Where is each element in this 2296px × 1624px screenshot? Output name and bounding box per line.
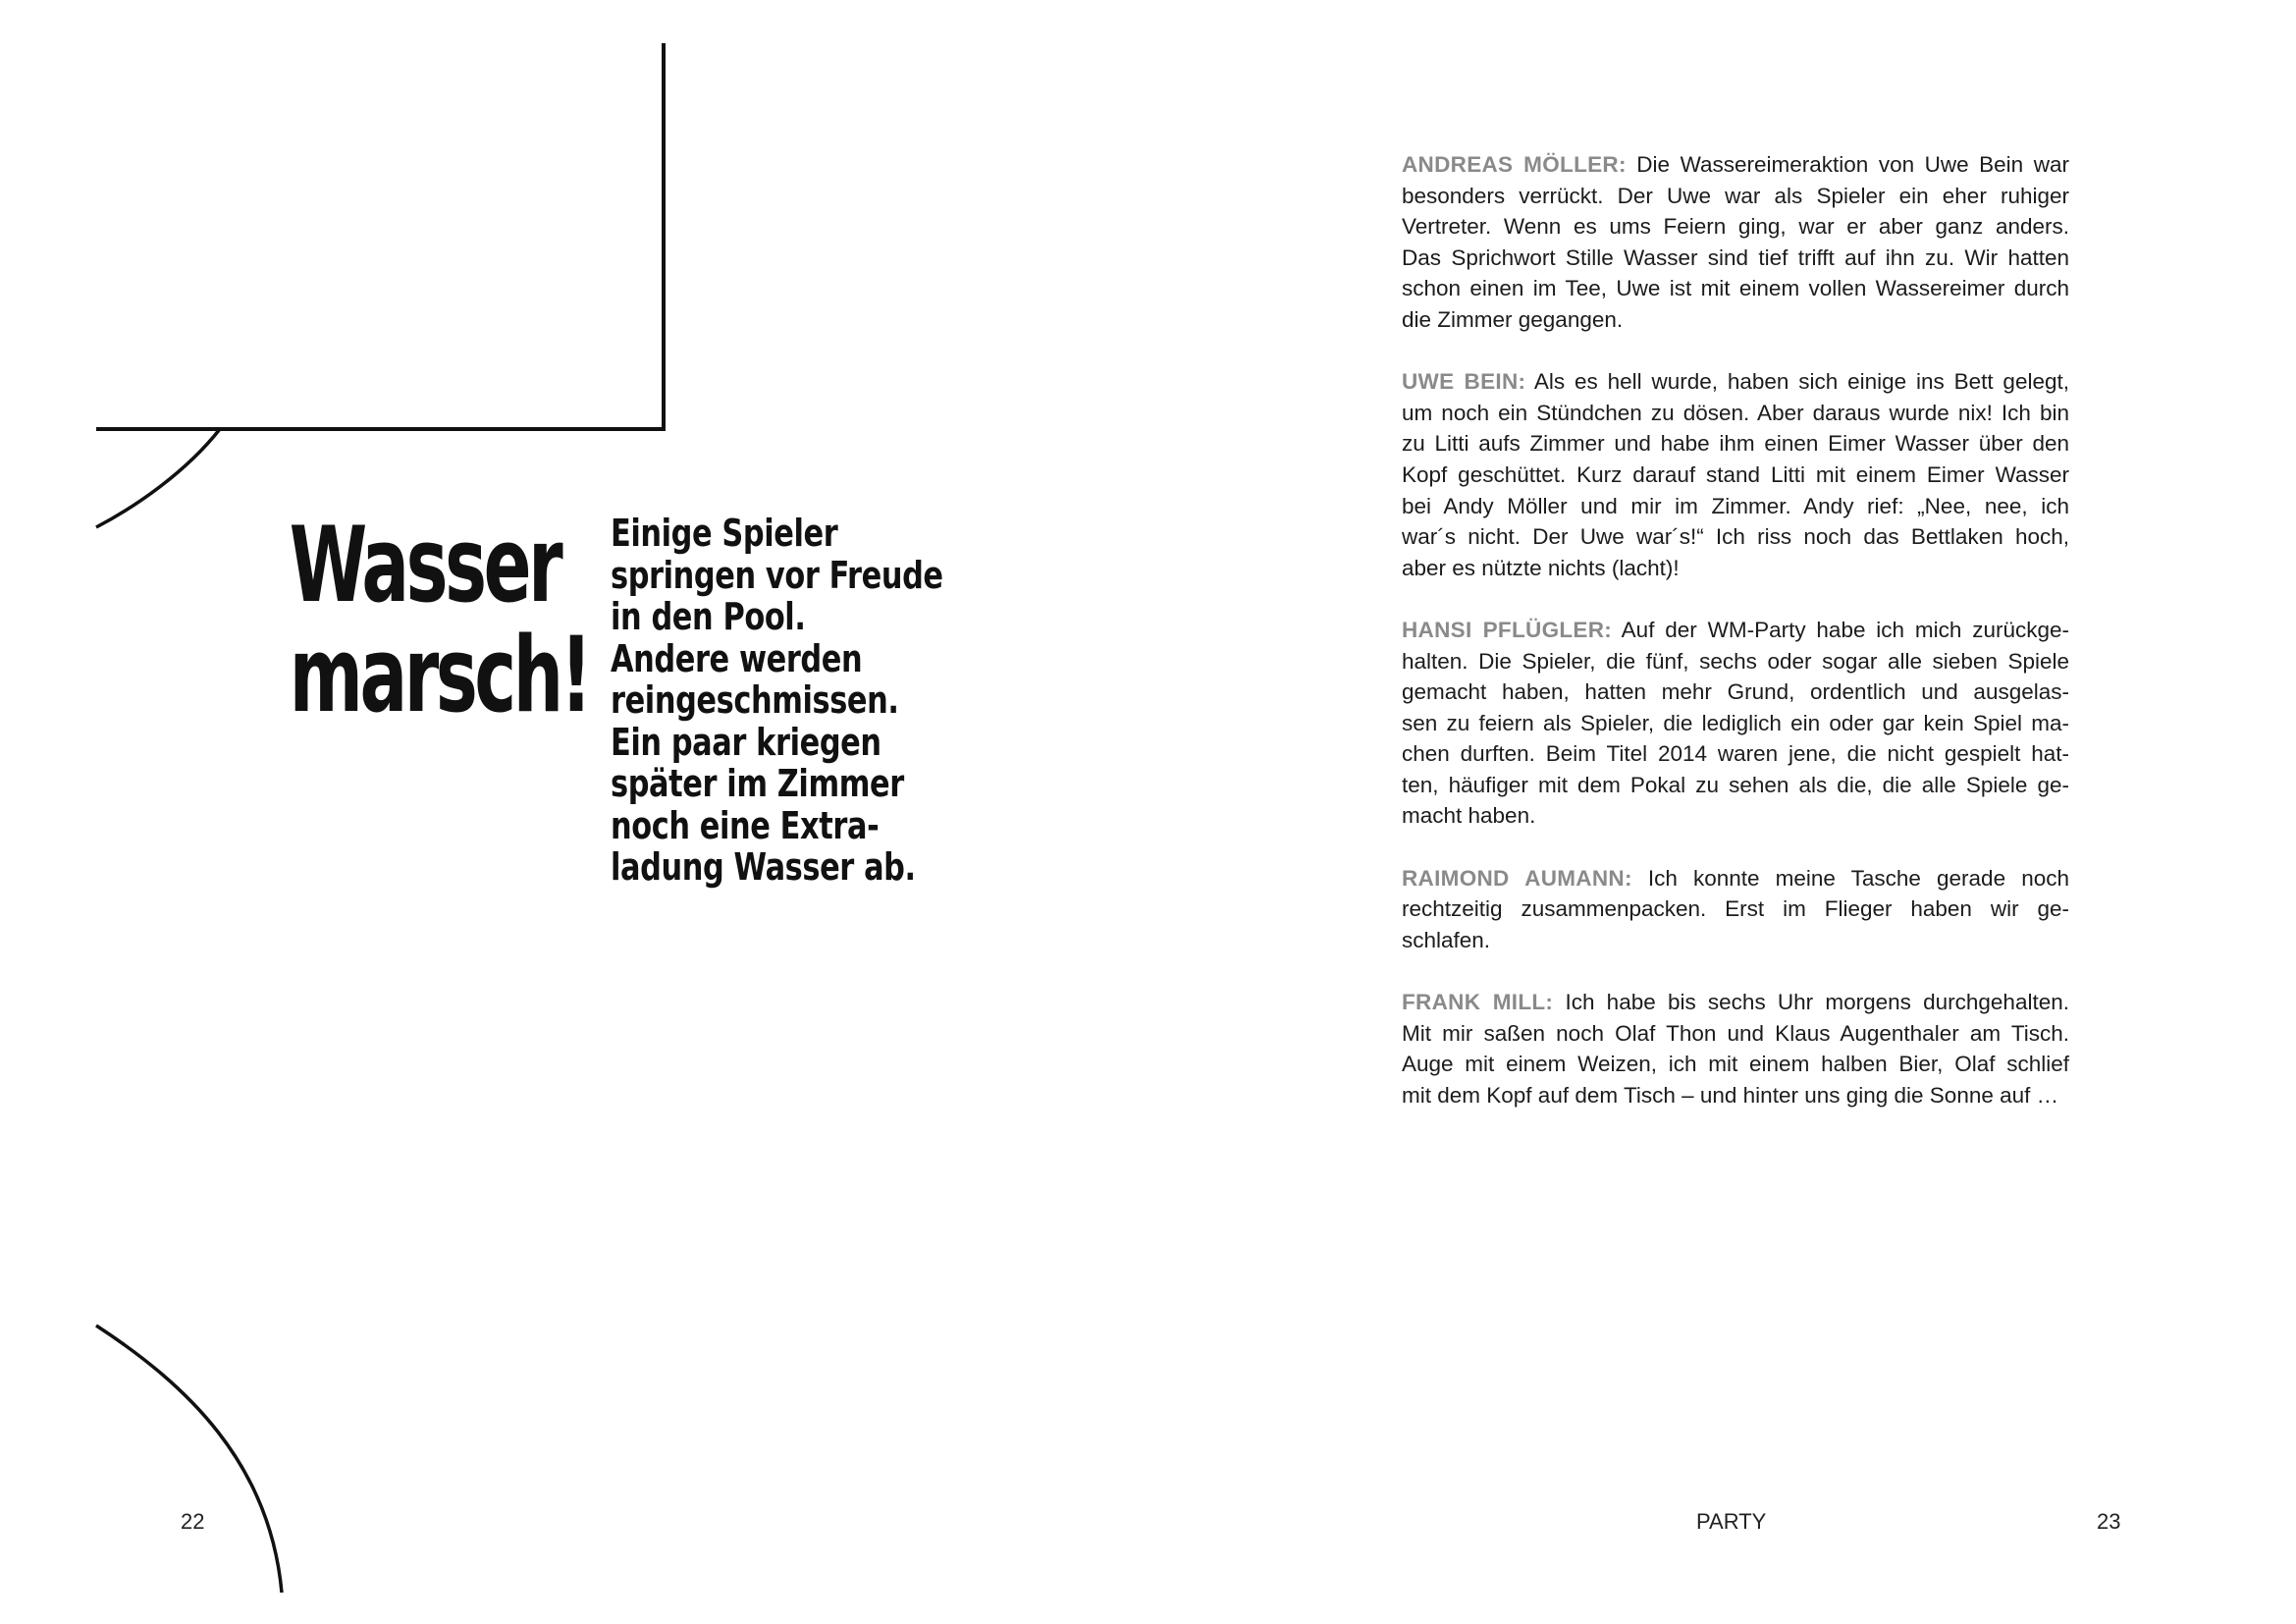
speaker-name: UWE BEIN: — [1402, 369, 1526, 395]
quote-line: schon einen im Tee, Uwe ist mit einem vollen Wassereimer durch — [1402, 276, 2069, 301]
corner-arc — [96, 1326, 282, 1593]
quote-line: sen zu feiern als Spieler, die lediglich ein oder gar kein Spiel ma- — [1402, 710, 2069, 735]
quote-line: um noch ein Stündchen zu dösen. Aber daraus wurde nix! Ich bin — [1402, 400, 2069, 425]
chapter-intro — [611, 512, 943, 889]
quote-line: gemacht haben, hatten mehr Grund, ordentlich und ausgelas- — [1402, 679, 2069, 705]
quotes-column — [1402, 149, 2069, 1142]
bubble-frame-line — [96, 43, 664, 429]
quote-line: zu Litti aufs Zimmer und habe ihm einen Eimer Wasser über den — [1402, 431, 2069, 457]
page-number-right: 23 — [2097, 1509, 2121, 1534]
speaker-name: RAIMOND AUMANN: — [1402, 865, 1632, 891]
quote-line: Das Sprichwort Stille Wasser sind tief trifft auf ihn zu. Wir hatten — [1402, 244, 2069, 270]
intro-line: in den Pool. — [611, 595, 806, 638]
intro-line: springen vor Freude — [611, 553, 943, 597]
quote-line: bei Andy Möller und mir im Zimmer. Andy rief: „Nee, nee, ich — [1402, 493, 2069, 518]
headline-line: marsch! — [289, 615, 590, 735]
quote-line: HANSI PFLÜGLER: Auf der WM-Party habe ich mich zurückge- — [1402, 617, 2070, 642]
quote-line: FRANK MILL: Ich habe bis sechs Uhr morgens durchgehalten. — [1402, 990, 2069, 1015]
quote-line: war´s nicht. Der Uwe war´s!“ Ich riss noch das Bettlaken hoch, — [1402, 524, 2069, 550]
intro-line: später im Zimmer — [611, 762, 904, 805]
speaker-name: ANDREAS MÖLLER: — [1402, 152, 1627, 177]
intro-line: Ein paar kriegen — [611, 720, 881, 764]
quote-line: besonders verrückt. Der Uwe war als Spieler ein eher ruhiger — [1402, 183, 2069, 208]
quote-line: macht haben. — [1402, 803, 1536, 829]
intro-line: noch eine Extra- — [611, 803, 880, 847]
intro-line: ladung Wasser ab. — [611, 845, 916, 889]
speaker-name: HANSI PFLÜGLER: — [1402, 617, 1613, 642]
quote-line: Kopf geschüttet. Kurz darauf stand Litti mit einem Eimer Wasser — [1402, 461, 2069, 487]
intro-line: Andere werden — [611, 636, 863, 680]
quote-frank-mill — [1402, 987, 2069, 1110]
headline-line: Wasser — [289, 505, 561, 625]
quote-line: Auge mit einem Weizen, ich mit einem halben Bier, Olaf schlief — [1402, 1052, 2069, 1077]
quote-line: Mit mir saßen noch Olaf Thon und Klaus Augenthaler am Tisch. — [1402, 1020, 2069, 1046]
bubble-tail-arc — [96, 429, 220, 527]
page-number-left: 22 — [181, 1509, 205, 1534]
chapter-headline — [289, 505, 590, 735]
intro-line: reingeschmissen. — [611, 678, 899, 722]
running-head: PARTY — [1696, 1509, 1767, 1534]
quote-hansi-pfluegler — [1402, 615, 2069, 832]
quote-line: die Zimmer gegangen. — [1402, 306, 1624, 332]
quote-line: chen durften. Beim Titel 2014 waren jene, die nicht gespielt hat- — [1402, 741, 2069, 767]
quote-line: RAIMOND AUMANN: Ich konnte meine Tasche gerade noch — [1402, 865, 2069, 891]
quote-uwe-bein — [1402, 366, 2069, 583]
quote-line: schlafen. — [1402, 927, 1491, 952]
intro-line: Einige Spieler — [611, 512, 838, 555]
quote-line: aber es nützte nichts (lacht)! — [1402, 555, 1680, 580]
quote-line: halten. Die Spieler, die fünf, sechs oder sogar alle sieben Spiele — [1402, 648, 2069, 674]
quote-line: ANDREAS MÖLLER: Die Wassereimeraktion von Uwe Bein war — [1402, 152, 2069, 177]
quote-andreas-moeller — [1402, 149, 2069, 336]
speaker-name: FRANK MILL: — [1402, 990, 1554, 1015]
quote-line: mit dem Kopf auf dem Tisch – und hinter uns ging die Sonne auf … — [1402, 1082, 2059, 1108]
quote-line: ten, häufiger mit dem Pokal zu sehen als die, die alle Spiele ge- — [1402, 772, 2069, 797]
quote-raimond-aumann — [1402, 863, 2069, 956]
quote-line: UWE BEIN: Als es hell wurde, haben sich einige ins Bett gelegt, — [1402, 369, 2069, 395]
quote-line: rechtzeitig zusammenpacken. Erst im Flieger haben wir ge- — [1402, 896, 2069, 922]
quote-line: Vertreter. Wenn es ums Feiern ging, war er aber ganz anders. — [1402, 214, 2069, 240]
